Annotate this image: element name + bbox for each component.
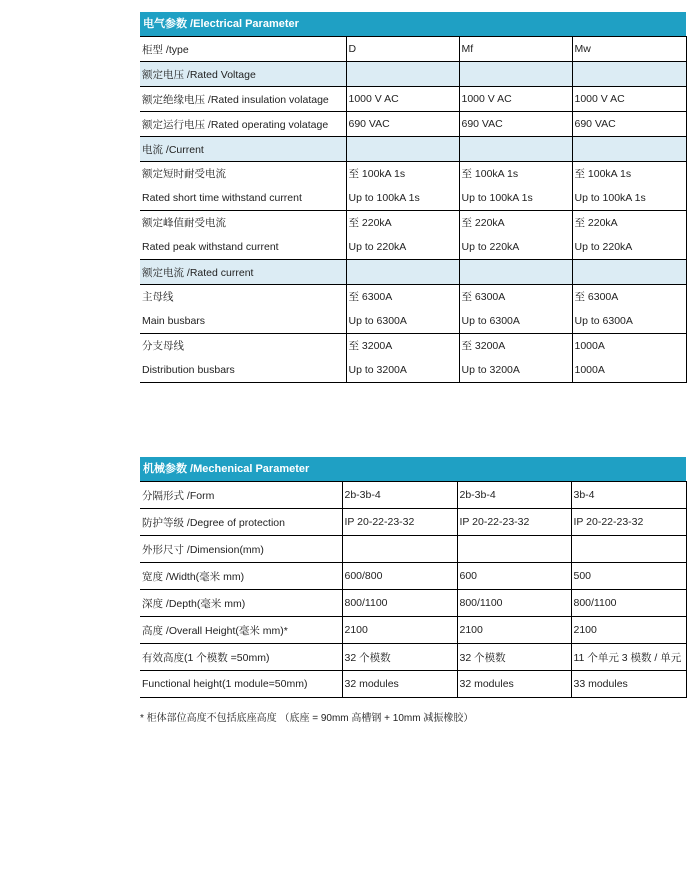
- value-cell: 690 VAC: [572, 112, 686, 137]
- cell-line-cn: 额定短时耐受电流: [142, 168, 226, 180]
- value-cell: 3b-4: [571, 482, 686, 509]
- value-cell: 600/800: [342, 563, 457, 590]
- row-label-cell: 额定电压 /Rated Voltage: [140, 62, 346, 87]
- group-header-row: [140, 260, 686, 285]
- value-cell: [459, 162, 572, 211]
- row-label-cell: 额定绝缘电压 /Rated insulation volatage: [140, 87, 346, 112]
- cell-line-en: Up to 3200A: [461, 364, 520, 376]
- value-cell: 1000 V AC: [572, 87, 686, 112]
- electrical-parameter-table: [140, 36, 687, 383]
- mechanical-parameter-section: [140, 457, 686, 698]
- value-cell: [572, 285, 686, 334]
- table-row: [140, 617, 686, 644]
- table-row: [140, 112, 686, 137]
- value-cell: 690 VAC: [346, 112, 459, 137]
- cell-line-cn: 至 100kA 1s: [461, 168, 519, 180]
- cell-line-cn: 至 3200A: [348, 340, 393, 352]
- value-cell: 32 modules: [457, 671, 571, 698]
- value-cell: [459, 62, 572, 87]
- value-cell: 32 个模数: [457, 644, 571, 671]
- value-cell: Mw: [572, 37, 686, 62]
- cell-line-en: Up to 220kA: [574, 241, 633, 253]
- table-row: [140, 285, 686, 334]
- table-row: [140, 87, 686, 112]
- cell-line-cn: 至 220kA: [348, 217, 392, 229]
- cell-line-cn: 至 6300A: [574, 291, 619, 303]
- value-cell: 11 个单元 3 模数 / 单元: [571, 644, 686, 671]
- value-cell: 2100: [457, 617, 571, 644]
- value-cell: 1000 V AC: [459, 87, 572, 112]
- row-label-cell: 额定运行电压 /Rated operating volatage: [140, 112, 346, 137]
- value-cell: [572, 334, 686, 383]
- cell-line-en: 1000A: [574, 364, 605, 376]
- cell-line-en: Rated peak withstand current: [142, 241, 279, 253]
- value-cell: 500: [571, 563, 686, 590]
- cell-line-en: Up to 220kA: [461, 241, 520, 253]
- table-row: [140, 563, 686, 590]
- cell-line-cn: 至 100kA 1s: [574, 168, 632, 180]
- value-cell: 2b-3b-4: [457, 482, 571, 509]
- value-cell: Mf: [459, 37, 572, 62]
- value-cell: 2100: [571, 617, 686, 644]
- cell-line-en: Up to 220kA: [348, 241, 407, 253]
- value-cell: 2b-3b-4: [342, 482, 457, 509]
- value-cell: [346, 334, 459, 383]
- row-label-cell: 有效高度(1 个模数 =50mm): [140, 644, 342, 671]
- cell-line-cn: 至 3200A: [461, 340, 506, 352]
- cell-line-en: Up to 6300A: [574, 315, 633, 327]
- row-label-cell: 外形尺寸 /Dimension(mm): [140, 536, 342, 563]
- table-row: [140, 590, 686, 617]
- table-row: [140, 536, 686, 563]
- footnote: * 柜体部位高度不包括底座高度 （底座 = 90mm 高槽钢 + 10mm 减振橡胶）: [140, 713, 474, 724]
- value-cell: 33 modules: [571, 671, 686, 698]
- value-cell: [346, 211, 459, 260]
- value-cell: [346, 62, 459, 87]
- group-header-row: [140, 137, 686, 162]
- value-cell: 1000 V AC: [346, 87, 459, 112]
- cell-line-en: Distribution busbars: [142, 364, 235, 376]
- mechanical-parameter-table: [140, 481, 687, 698]
- row-label-cell: 柜型 /type: [140, 37, 346, 62]
- row-label-cell: 额定电流 /Rated current: [140, 260, 346, 285]
- value-cell: 800/1100: [571, 590, 686, 617]
- value-cell: [346, 137, 459, 162]
- cell-line-cn: 额定峰值耐受电流: [142, 217, 226, 229]
- table-row: [140, 162, 686, 211]
- cell-line-cn: 至 100kA 1s: [348, 168, 406, 180]
- value-cell: [459, 260, 572, 285]
- row-label-cell: 电流 /Current: [140, 137, 346, 162]
- value-cell: D: [346, 37, 459, 62]
- value-cell: 2100: [342, 617, 457, 644]
- row-label-cell: [140, 334, 346, 383]
- cell-line-en: Up to 100kA 1s: [348, 192, 420, 204]
- table-row: [140, 482, 686, 509]
- value-cell: [571, 536, 686, 563]
- cell-line-cn: 分支母线: [142, 340, 184, 352]
- value-cell: [459, 137, 572, 162]
- cell-line-en: Up to 100kA 1s: [461, 192, 533, 204]
- value-cell: [572, 62, 686, 87]
- value-cell: IP 20-22-23-32: [571, 509, 686, 536]
- table-row: [140, 671, 686, 698]
- value-cell: 690 VAC: [459, 112, 572, 137]
- value-cell: [572, 137, 686, 162]
- value-cell: [342, 536, 457, 563]
- electrical-parameter-title: 电气参数 /Electrical Parameter: [140, 12, 686, 36]
- value-cell: [459, 334, 572, 383]
- value-cell: [346, 162, 459, 211]
- table-row: [140, 211, 686, 260]
- cell-line-cn: 至 6300A: [461, 291, 506, 303]
- value-cell: [459, 211, 572, 260]
- cell-line-cn: 至 6300A: [348, 291, 393, 303]
- value-cell: 32 modules: [342, 671, 457, 698]
- row-label-cell: [140, 162, 346, 211]
- value-cell: [346, 260, 459, 285]
- mechanical-parameter-title: 机械参数 /Mechenical Parameter: [140, 457, 686, 481]
- value-cell: [572, 162, 686, 211]
- row-label-cell: 宽度 /Width(毫米 mm): [140, 563, 342, 590]
- cell-line-en: Up to 3200A: [348, 364, 407, 376]
- cell-line-cn: 至 220kA: [574, 217, 618, 229]
- value-cell: 600: [457, 563, 571, 590]
- value-cell: [346, 285, 459, 334]
- cell-line-cn: 1000A: [574, 340, 605, 352]
- cell-line-en: Up to 100kA 1s: [574, 192, 646, 204]
- group-header-row: [140, 62, 686, 87]
- cell-line-en: Main busbars: [142, 315, 206, 327]
- row-label-cell: 深度 /Depth(毫米 mm): [140, 590, 342, 617]
- value-cell: [572, 211, 686, 260]
- value-cell: 32 个模数: [342, 644, 457, 671]
- value-cell: 800/1100: [457, 590, 571, 617]
- table-row: [140, 644, 686, 671]
- cell-line-en: Up to 6300A: [461, 315, 520, 327]
- value-cell: [457, 536, 571, 563]
- row-label-cell: 分隔形式 /Form: [140, 482, 342, 509]
- table-row: [140, 334, 686, 383]
- value-cell: 800/1100: [342, 590, 457, 617]
- table-row: [140, 509, 686, 536]
- cell-line-en: Up to 6300A: [348, 315, 407, 327]
- row-label-cell: Functional height(1 module=50mm): [140, 671, 342, 698]
- row-label-cell: [140, 211, 346, 260]
- row-label-cell: 高度 /Overall Height(毫米 mm)*: [140, 617, 342, 644]
- table-row: [140, 37, 686, 62]
- value-cell: [572, 260, 686, 285]
- value-cell: IP 20-22-23-32: [457, 509, 571, 536]
- row-label-cell: 防护等级 /Degree of protection: [140, 509, 342, 536]
- cell-line-cn: 至 220kA: [461, 217, 505, 229]
- cell-line-en: Rated short time withstand current: [142, 192, 302, 204]
- value-cell: IP 20-22-23-32: [342, 509, 457, 536]
- electrical-parameter-section: [140, 12, 686, 383]
- cell-line-cn: 主母线: [142, 291, 174, 303]
- row-label-cell: [140, 285, 346, 334]
- value-cell: [459, 285, 572, 334]
